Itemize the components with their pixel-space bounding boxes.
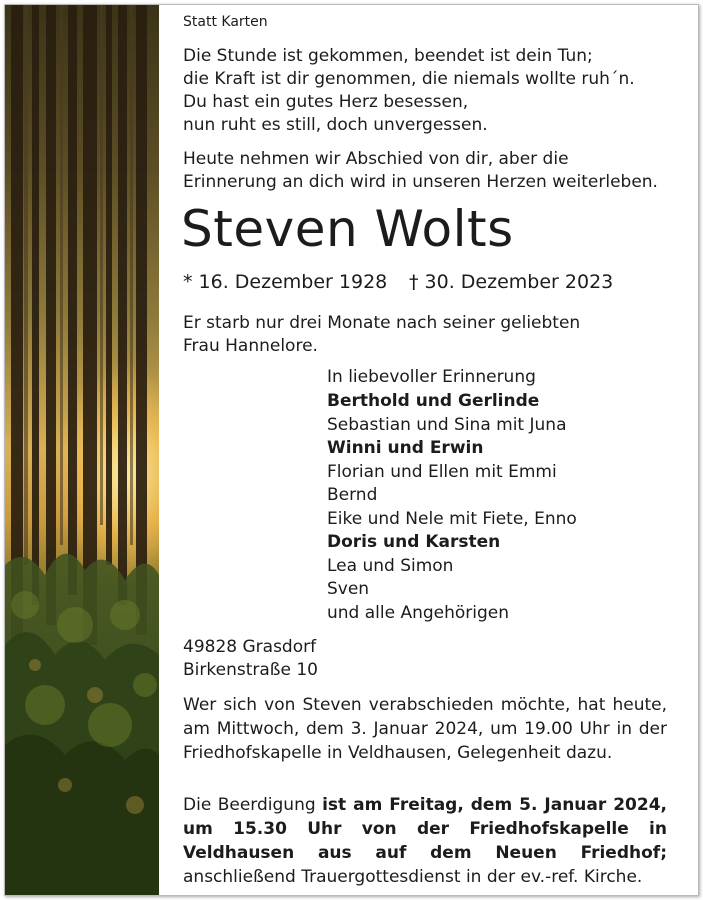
farewell-line: Erinnerung an dich wird in unseren Herzen weiterleben.	[183, 172, 658, 192]
viewing-paragraph: Wer sich von Steven verabschieden möchte, hat heute, am Mittwoch, dem 3. Januar 2024, um 19.00 Uhr in der Friedhofskapelle in Veldhausen, Gelegenheit dazu.	[183, 695, 667, 763]
forest-image	[5, 5, 159, 895]
funeral-text-bold: ist am Freitag, dem 5. Januar 2024, um 15.30 Uhr von der Friedhofskapelle in Veldhausen aus auf dem Neuen Friedhof;	[183, 795, 668, 863]
mourner-line: Sebastian und Sina mit Juna	[327, 415, 567, 435]
death-date: † 30. Dezember 2023	[409, 271, 614, 293]
note-line: Frau Hannelore.	[183, 336, 318, 356]
mourners-intro: In liebevoller Erinnerung	[327, 367, 536, 387]
mourner-line: und alle Angehörigen	[327, 603, 510, 623]
poem-line: die Kraft ist dir genommen, die niemals wollte ruh´n.	[183, 69, 635, 89]
obituary-card	[4, 4, 699, 896]
mourner-line: Berthold und Gerlinde	[327, 391, 540, 411]
mourner-line: Bernd	[327, 485, 378, 505]
poem-line: Die Stunde ist gekommen, beendet ist dein Tun;	[183, 46, 593, 66]
mourner-line: Lea und Simon	[327, 556, 454, 576]
mourner-line: Eike und Nele mit Fiete, Enno	[327, 509, 577, 529]
funeral-text-pre: Die Beerdigung	[183, 795, 323, 815]
birth-date: * 16. Dezember 1928	[183, 271, 388, 293]
funeral-paragraph	[183, 793, 667, 889]
mourner-line: Sven	[327, 579, 370, 599]
statt-karten-label: Statt Karten	[183, 14, 268, 30]
address-city: 49828 Grasdorf	[183, 637, 317, 657]
funeral-text-post: anschließend Trauergottesdienst in der ev.-ref. Kirche.	[183, 867, 643, 887]
mourner-line: Winni und Erwin	[327, 438, 484, 458]
address-street: Birkenstraße 10	[183, 660, 318, 680]
mourner-line: Doris und Karsten	[327, 532, 501, 552]
poem-line: nun ruht es still, doch unvergessen.	[183, 115, 488, 135]
mourner-line: Florian und Ellen mit Emmi	[327, 462, 557, 482]
note-line: Er starb nur drei Monate nach seiner geliebten	[183, 313, 581, 333]
deceased-name: Steven Wolts	[181, 200, 514, 258]
farewell-line: Heute nehmen wir Abschied von dir, aber die	[183, 149, 569, 169]
poem-line: Du hast ein gutes Herz besessen,	[183, 92, 469, 112]
forest-trees	[5, 5, 159, 895]
